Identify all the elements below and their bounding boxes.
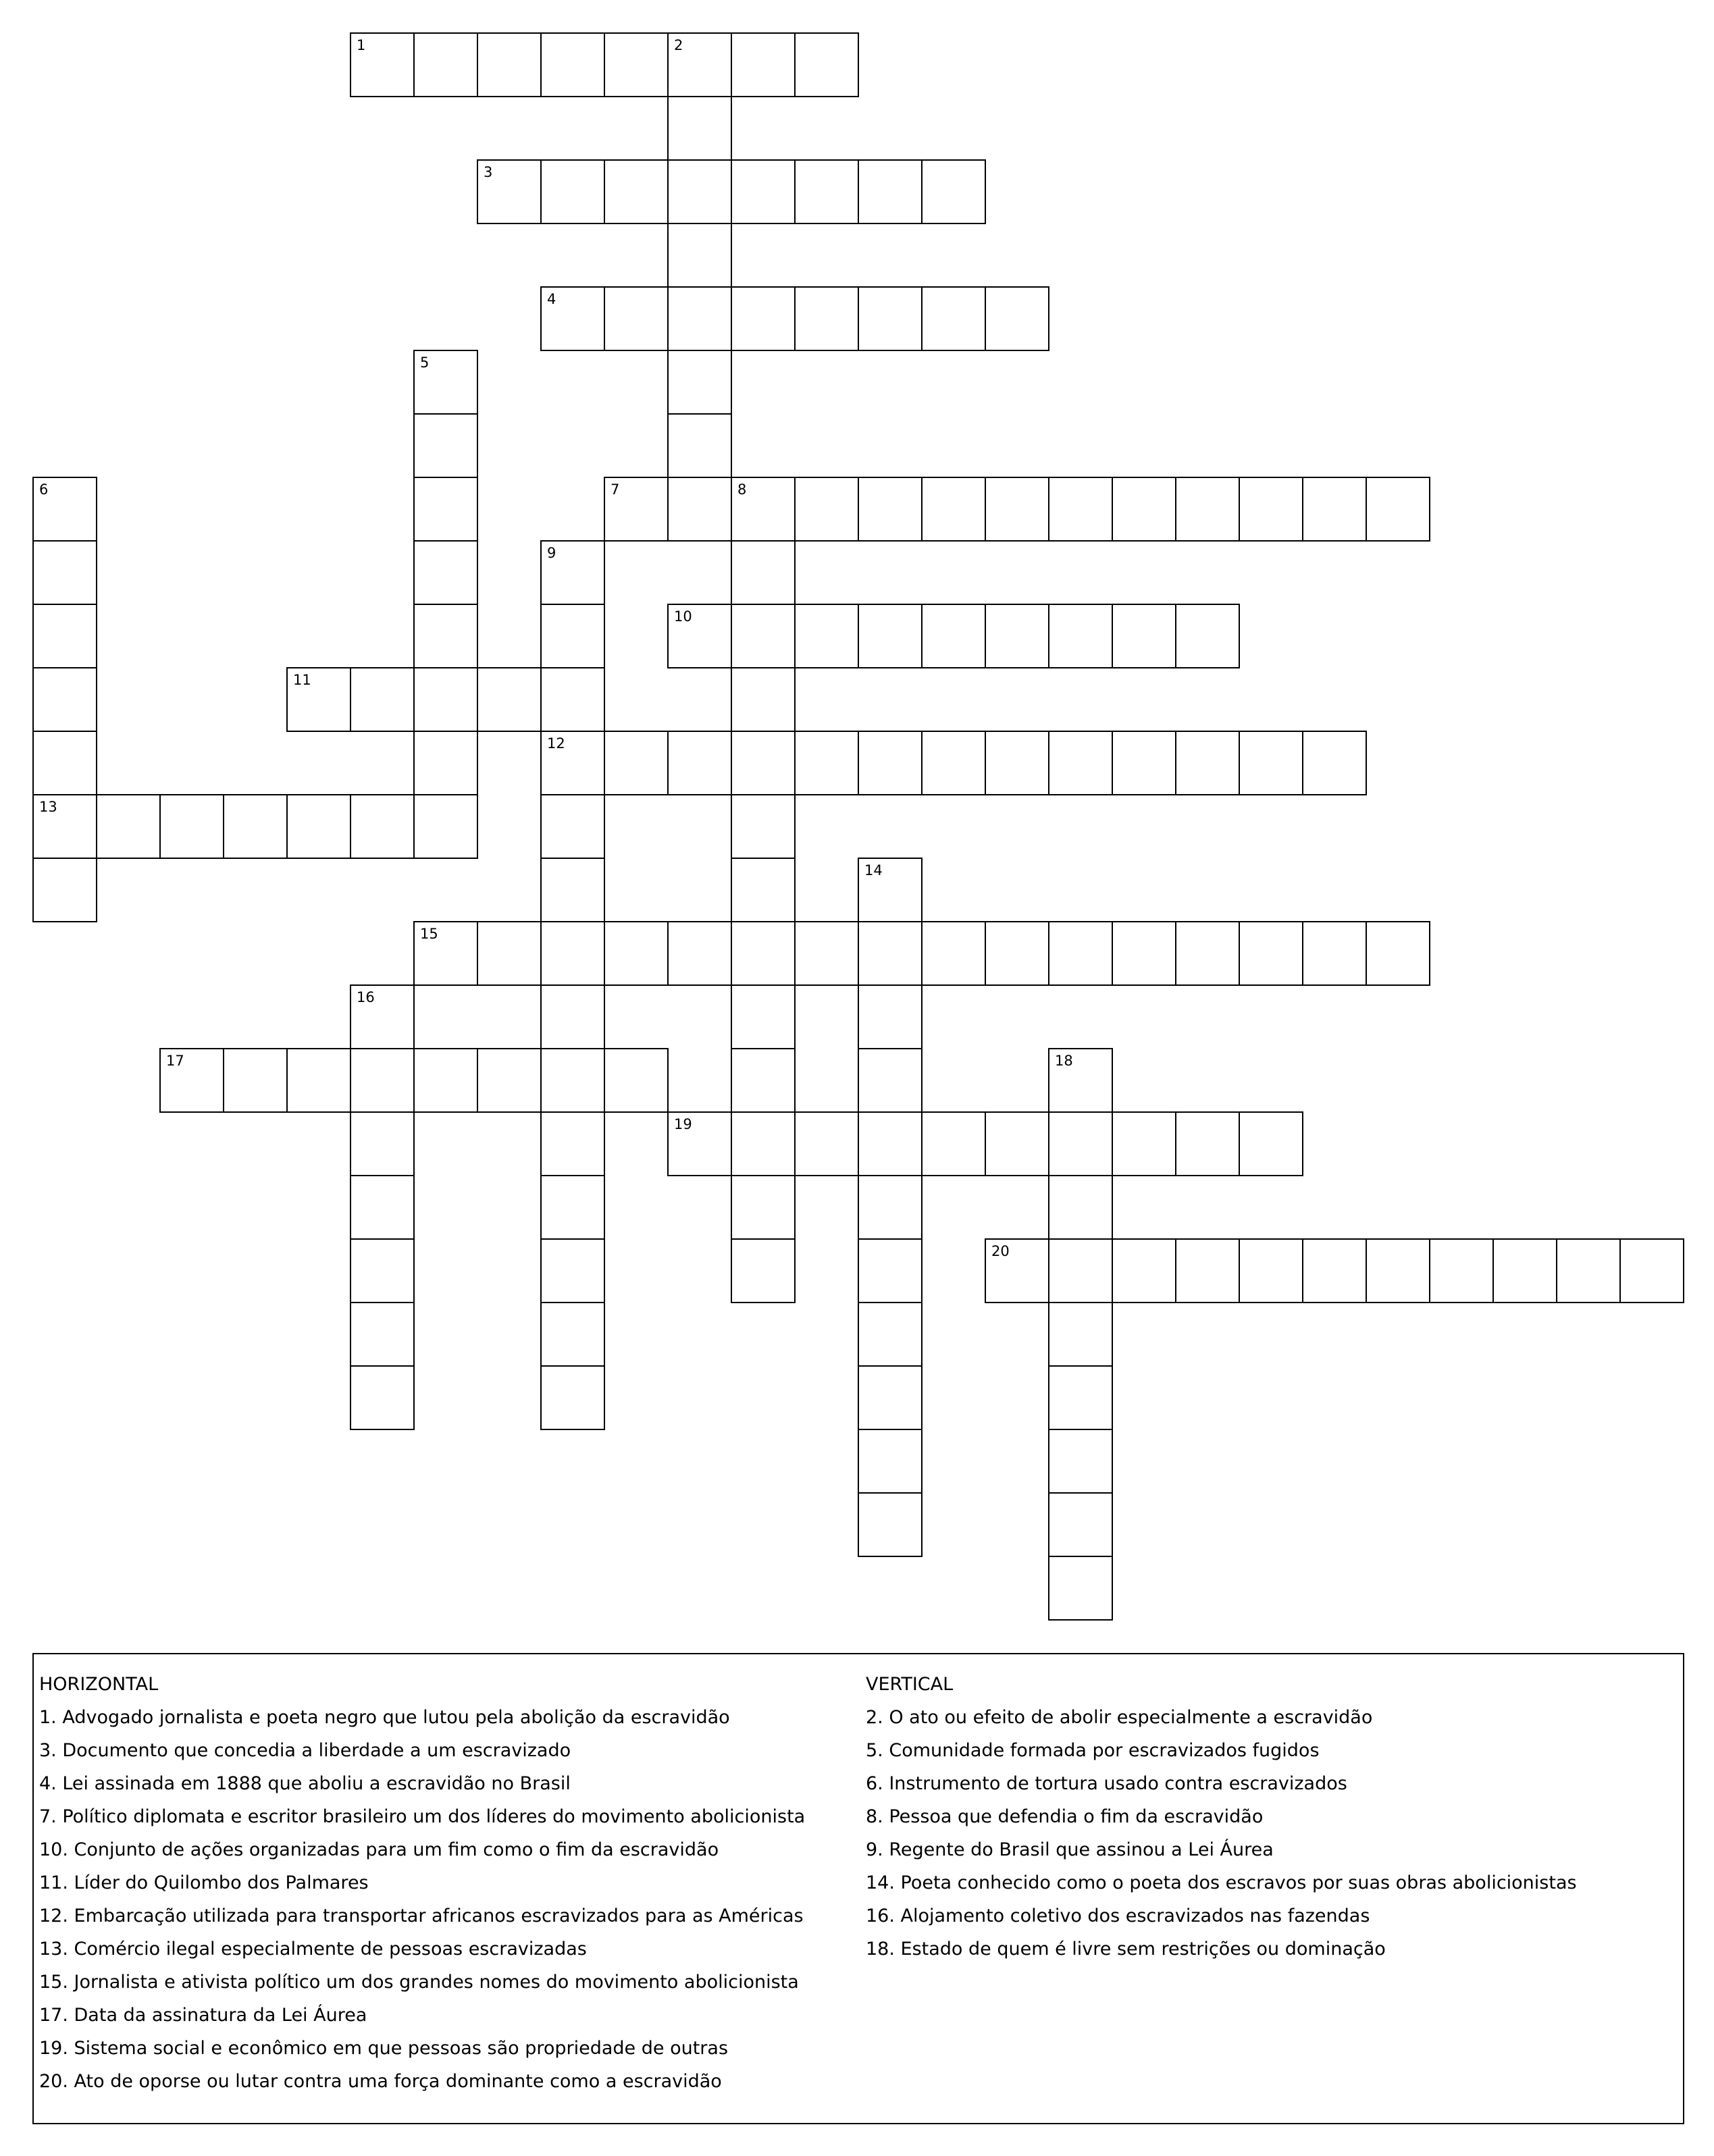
grid-cell[interactable]: [1112, 1111, 1176, 1176]
grid-cell[interactable]: [350, 1048, 415, 1113]
grid-cell[interactable]: [858, 1048, 923, 1113]
grid-cell[interactable]: [921, 731, 986, 795]
grid-cell[interactable]: [540, 32, 605, 97]
grid-cell[interactable]: [667, 159, 732, 224]
grid-cell[interactable]: [1112, 731, 1176, 795]
vertical-clues: [866, 1668, 1577, 1966]
grid-cell[interactable]: [731, 286, 796, 351]
clue-1-across: 1. Advogado jornalista e poeta negro que lutou pela abolição da escravidão: [39, 1707, 730, 1728]
clue-number: 2: [674, 37, 683, 53]
grid-cell[interactable]: [667, 223, 732, 288]
grid-cell[interactable]: [604, 731, 669, 795]
grid-cell[interactable]: [286, 1048, 351, 1113]
grid-cell[interactable]: [858, 1302, 923, 1367]
grid-cell[interactable]: [858, 1175, 923, 1240]
grid-cell[interactable]: [1048, 604, 1113, 668]
grid-cell[interactable]: [667, 477, 732, 542]
grid-cell[interactable]: [1239, 731, 1303, 795]
grid-cell[interactable]: [350, 1111, 415, 1176]
grid-cell[interactable]: [477, 159, 542, 224]
grid-cell[interactable]: [32, 667, 97, 732]
clue-10-across: 10. Conjunto de ações organizadas para um fim como o fim da escravidão: [39, 1839, 719, 1860]
grid-cell[interactable]: [540, 921, 605, 986]
clue-number: 9: [547, 545, 556, 561]
grid-cell[interactable]: [413, 350, 478, 415]
grid-cell[interactable]: [1112, 921, 1176, 986]
horizontal-clues: [39, 1668, 805, 2098]
grid-cell[interactable]: [350, 794, 415, 859]
grid-cell[interactable]: [921, 921, 986, 986]
clue-number: 7: [611, 481, 620, 498]
grid-cell[interactable]: [858, 604, 923, 668]
grid-cell[interactable]: [32, 794, 97, 859]
grid-cell[interactable]: [32, 731, 97, 795]
grid-cell[interactable]: [731, 921, 796, 986]
clue-number: 14: [864, 862, 883, 878]
grid-cell[interactable]: [731, 32, 796, 97]
grid-cell[interactable]: [413, 413, 478, 478]
clue-number: 1: [357, 37, 366, 53]
grid-cell[interactable]: [667, 286, 732, 351]
grid-cell[interactable]: [477, 667, 542, 732]
grid-cell[interactable]: [1175, 1111, 1240, 1176]
grid-cell[interactable]: [985, 286, 1049, 351]
grid-cell[interactable]: [223, 1048, 288, 1113]
grid-cell[interactable]: [1048, 1048, 1113, 1113]
grid-cell[interactable]: [1492, 1238, 1557, 1303]
grid-cell[interactable]: [1302, 731, 1367, 795]
grid-cell[interactable]: [540, 1048, 605, 1113]
grid-cell[interactable]: [667, 32, 732, 97]
grid-cell[interactable]: [731, 794, 796, 859]
grid-cell[interactable]: [540, 1111, 605, 1176]
grid-cell[interactable]: [540, 1175, 605, 1240]
grid-cell[interactable]: [731, 604, 796, 668]
grid-cell[interactable]: [794, 1111, 859, 1176]
grid-cell[interactable]: [667, 96, 732, 161]
clue-12-across: 12. Embarcação utilizada para transportar africanos escravizados para as Américas: [39, 1905, 804, 1926]
clue-number: 5: [420, 354, 430, 371]
grid-cell[interactable]: [985, 1111, 1049, 1176]
grid-cell[interactable]: [1366, 477, 1430, 542]
clue-2-down: 2. O ato ou efeito de abolir especialmente a escravidão: [866, 1707, 1373, 1728]
grid-cell[interactable]: [413, 540, 478, 605]
grid-cell[interactable]: [413, 667, 478, 732]
grid-cell[interactable]: [1239, 1111, 1303, 1176]
grid-cell[interactable]: [413, 477, 478, 542]
grid-cell[interactable]: [858, 1238, 923, 1303]
grid-cell[interactable]: [540, 540, 605, 605]
clue-15-across: 15. Jornalista e ativista político um dos grandes nomes do movimento abolicionista: [39, 1972, 799, 1993]
grid-cell[interactable]: [1112, 604, 1176, 668]
grid-cell[interactable]: [1048, 1175, 1113, 1240]
grid-cell[interactable]: [1048, 1302, 1113, 1367]
grid-cell[interactable]: [1175, 1238, 1240, 1303]
grid-cell[interactable]: [667, 1111, 732, 1176]
grid-cell[interactable]: [350, 1175, 415, 1240]
clue-number: 4: [547, 291, 556, 307]
grid-cell[interactable]: [858, 1365, 923, 1430]
grid-cell[interactable]: [858, 858, 923, 922]
grid-cell[interactable]: [32, 540, 97, 605]
grid-cell[interactable]: [1302, 477, 1367, 542]
grid-cell[interactable]: [413, 604, 478, 668]
grid-cell[interactable]: [1239, 477, 1303, 542]
clue-number: 8: [737, 481, 747, 498]
grid-cell[interactable]: [858, 984, 923, 1049]
grid-cell[interactable]: [540, 1238, 605, 1303]
grid-cell[interactable]: [1048, 1492, 1113, 1557]
clue-16-down: 16. Alojamento coletivo dos escravizados nas fazendas: [866, 1905, 1370, 1926]
grid-cell[interactable]: [921, 159, 986, 224]
grid-cell[interactable]: [858, 1429, 923, 1494]
grid-cell[interactable]: [731, 477, 796, 542]
clue-4-across: 4. Lei assinada em 1888 que aboliu a escravidão no Brasil: [39, 1773, 571, 1794]
grid-cell[interactable]: [667, 350, 732, 415]
grid-cell[interactable]: [604, 286, 669, 351]
grid-cell[interactable]: [32, 477, 97, 542]
clue-number: 15: [420, 926, 438, 942]
grid-cell[interactable]: [540, 286, 605, 351]
clue-number: 10: [674, 608, 692, 625]
grid-cell[interactable]: [413, 921, 478, 986]
grid-cell[interactable]: [1048, 1111, 1113, 1176]
grid-cell[interactable]: [731, 984, 796, 1049]
clue-3-across: 3. Documento que concedia a liberdade a um escravizado: [39, 1740, 571, 1761]
grid-cell[interactable]: [1048, 1556, 1113, 1621]
grid-cell[interactable]: [731, 1238, 796, 1303]
grid-cell[interactable]: [667, 604, 732, 668]
grid-cell[interactable]: [604, 1048, 669, 1113]
grid-cell[interactable]: [1048, 1429, 1113, 1494]
clue-20-across: 20. Ato de oporse ou lutar contra uma força dominante como a escravidão: [39, 2071, 722, 2092]
grid-cell[interactable]: [1048, 1365, 1113, 1430]
clue-13-across: 13. Comércio ilegal especialmente de pessoas escravizadas: [39, 1939, 587, 1960]
grid-cell[interactable]: [794, 921, 859, 986]
grid-cell[interactable]: [159, 794, 224, 859]
grid-cell[interactable]: [1239, 921, 1303, 986]
grid-cell[interactable]: [921, 286, 986, 351]
grid-cell[interactable]: [413, 1048, 478, 1113]
grid-cell[interactable]: [731, 1048, 796, 1113]
grid-cell[interactable]: [985, 921, 1049, 986]
grid-cell[interactable]: [667, 731, 732, 795]
grid-cell[interactable]: [159, 1048, 224, 1113]
grid-cell[interactable]: [604, 477, 669, 542]
grid-cell[interactable]: [540, 984, 605, 1049]
grid-cell[interactable]: [985, 604, 1049, 668]
grid-cell[interactable]: [731, 1175, 796, 1240]
grid-cell[interactable]: [604, 921, 669, 986]
grid-cell[interactable]: [350, 1365, 415, 1430]
grid-cell[interactable]: [731, 858, 796, 922]
grid-cell[interactable]: [1048, 731, 1113, 795]
grid-cell[interactable]: [794, 286, 859, 351]
clue-9-down: 9. Regente do Brasil que assinou a Lei Áurea: [866, 1839, 1274, 1860]
grid-cell[interactable]: [540, 159, 605, 224]
grid-cell[interactable]: [858, 731, 923, 795]
grid-cell[interactable]: [858, 921, 923, 986]
grid-cell[interactable]: [1112, 1238, 1176, 1303]
clue-18-down: 18. Estado de quem é livre sem restrições ou dominação: [866, 1939, 1386, 1960]
grid-cell[interactable]: [731, 731, 796, 795]
grid-cell[interactable]: [413, 731, 478, 795]
grid-cell[interactable]: [32, 604, 97, 668]
grid-cell[interactable]: [667, 413, 732, 478]
grid-cell[interactable]: [540, 858, 605, 922]
grid-cell[interactable]: [350, 667, 415, 732]
grid-cell[interactable]: [413, 32, 478, 97]
grid-cell[interactable]: [731, 667, 796, 732]
grid-cell[interactable]: [1239, 1238, 1303, 1303]
clue-number: 17: [166, 1053, 184, 1069]
grid-cell[interactable]: [794, 604, 859, 668]
grid-cell[interactable]: [921, 604, 986, 668]
grid-cell[interactable]: [477, 921, 542, 986]
grid-cell[interactable]: [350, 1238, 415, 1303]
grid-cell[interactable]: [985, 731, 1049, 795]
grid-cell[interactable]: [667, 921, 732, 986]
grid-cell[interactable]: [1429, 1238, 1494, 1303]
grid-cell[interactable]: [286, 794, 351, 859]
clue-number: 19: [674, 1116, 692, 1132]
clue-7-across: 7. Político diplomata e escritor brasileiro um dos líderes do movimento abolicionista: [39, 1806, 806, 1827]
grid-cell[interactable]: [1175, 731, 1240, 795]
clue-number: 11: [293, 672, 311, 688]
clue-number: 12: [547, 735, 565, 752]
clue-8-down: 8. Pessoa que defendia o fim da escravidão: [866, 1806, 1264, 1827]
grid-cell[interactable]: [1302, 921, 1367, 986]
grid-cell[interactable]: [540, 731, 605, 795]
grid-cell[interactable]: [1366, 1238, 1430, 1303]
grid-cell[interactable]: [794, 32, 859, 97]
grid-cell[interactable]: [1175, 921, 1240, 986]
clue-number: 18: [1055, 1053, 1073, 1069]
grid-cell[interactable]: [858, 1492, 923, 1557]
grid-cell[interactable]: [1556, 1238, 1621, 1303]
grid-cell[interactable]: [794, 159, 859, 224]
grid-cell[interactable]: [1048, 921, 1113, 986]
horizontal-heading: HORIZONTAL: [39, 1674, 159, 1695]
grid-cell[interactable]: [540, 1302, 605, 1367]
vertical-heading: VERTICAL: [866, 1674, 954, 1695]
grid-cell[interactable]: [540, 667, 605, 732]
grid-cell[interactable]: [286, 667, 351, 732]
grid-cell[interactable]: [794, 731, 859, 795]
clue-6-down: 6. Instrumento de tortura usado contra escravizados: [866, 1773, 1347, 1794]
grid-cell[interactable]: [731, 159, 796, 224]
grid-cell[interactable]: [1175, 604, 1240, 668]
grid-cell[interactable]: [604, 32, 669, 97]
grid-cell[interactable]: [1619, 1238, 1684, 1303]
grid-cell[interactable]: [540, 1365, 605, 1430]
grid-cell[interactable]: [1048, 1238, 1113, 1303]
clue-17-across: 17. Data da assinatura da Lei Áurea: [39, 2005, 367, 2026]
grid-cell[interactable]: [858, 1111, 923, 1176]
grid-cell[interactable]: [1302, 1238, 1367, 1303]
grid-cell[interactable]: [604, 159, 669, 224]
grid-cell[interactable]: [858, 286, 923, 351]
clue-11-across: 11. Líder do Quilombo dos Palmares: [39, 1872, 369, 1893]
grid-cell[interactable]: [350, 984, 415, 1049]
grid-cell[interactable]: [96, 794, 161, 859]
grid-cell[interactable]: [794, 477, 859, 542]
clues-box: [32, 1653, 1684, 2124]
grid-cell[interactable]: [350, 32, 415, 97]
grid-cell[interactable]: [32, 858, 97, 922]
grid-cell[interactable]: [731, 1111, 796, 1176]
clue-19-across: 19. Sistema social e econômico em que pessoas são propriedade de outras: [39, 2038, 729, 2059]
grid-cell[interactable]: [731, 540, 796, 605]
grid-cell[interactable]: [858, 477, 923, 542]
grid-cell[interactable]: [477, 32, 542, 97]
clue-5-down: 5. Comunidade formada por escravizados fugidos: [866, 1740, 1320, 1761]
clue-14-down: 14. Poeta conhecido como o poeta dos escravos por suas obras abolicionistas: [866, 1872, 1577, 1893]
grid-cell[interactable]: [540, 794, 605, 859]
grid-cell[interactable]: [1048, 477, 1113, 542]
grid-cell[interactable]: [985, 1238, 1049, 1303]
grid-cell[interactable]: [985, 477, 1049, 542]
grid-cell[interactable]: [413, 794, 478, 859]
grid-cell[interactable]: [223, 794, 288, 859]
clue-number: 16: [357, 989, 375, 1005]
grid-cell[interactable]: [921, 477, 986, 542]
grid-cell[interactable]: [1366, 921, 1430, 986]
grid-cell[interactable]: [921, 1111, 986, 1176]
grid-cell[interactable]: [477, 1048, 542, 1113]
clue-number: 13: [39, 799, 57, 815]
grid-cell[interactable]: [858, 159, 923, 224]
grid-cell[interactable]: [350, 1302, 415, 1367]
clue-number: 6: [39, 481, 49, 498]
grid-cell[interactable]: [1112, 477, 1176, 542]
clue-number: 3: [484, 164, 493, 180]
clue-number: 20: [991, 1243, 1010, 1259]
grid-cell[interactable]: [1175, 477, 1240, 542]
grid-cell[interactable]: [540, 604, 605, 668]
